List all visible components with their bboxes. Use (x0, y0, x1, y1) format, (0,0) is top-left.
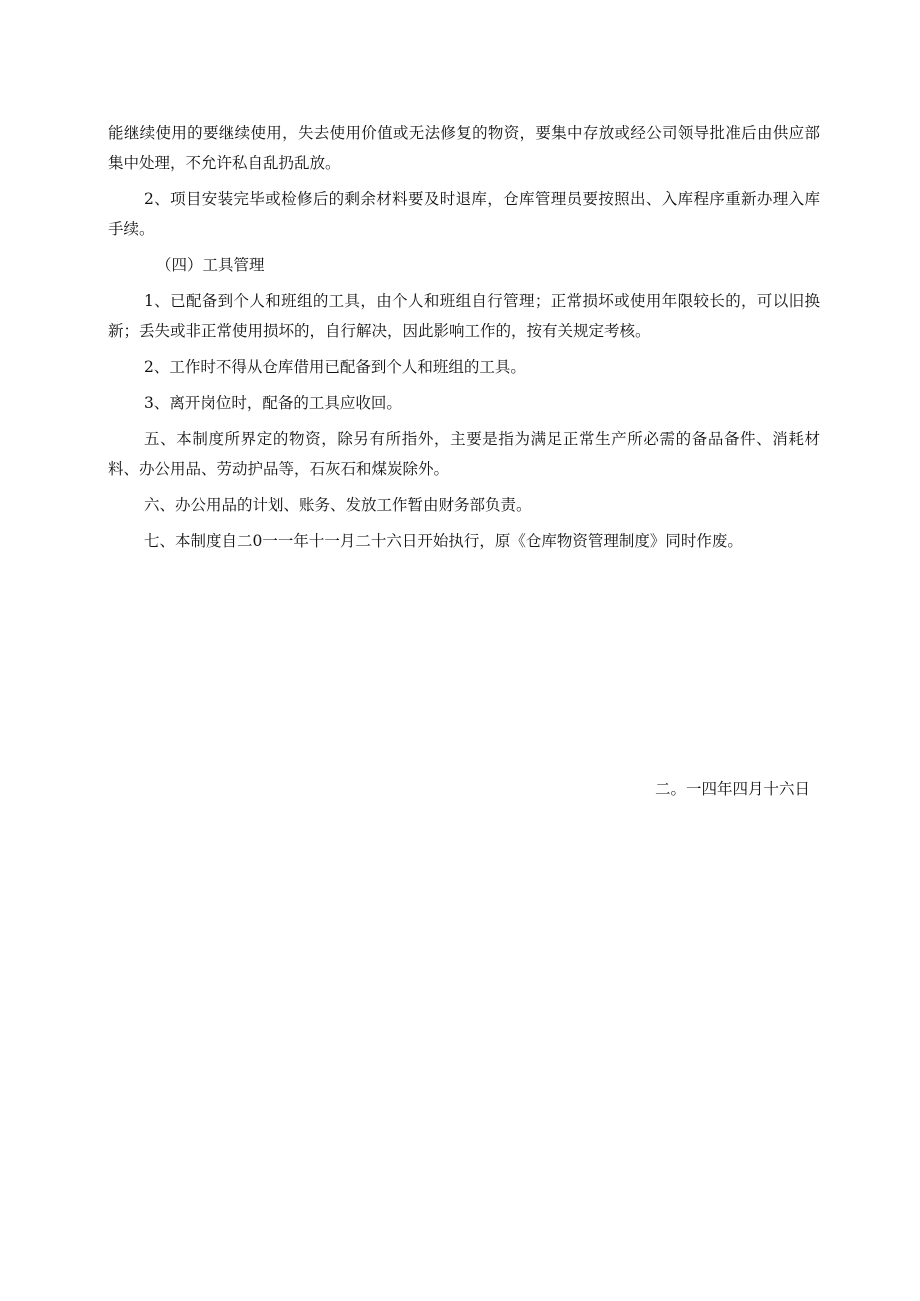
paragraph-item-1-tools: 1、已配备到个人和班组的工具，由个人和班组自行管理；正常损坏或使用年限较长的，可以旧换新；丢失或非正常使用损坏的，自行解决，因此影响工作的，按有关规定考核。 (108, 292, 820, 340)
section-heading-tool-management: （四）工具管理 (156, 256, 265, 274)
paragraph-item-3-tools: 3、离开岗位时，配备的工具应收回。 (144, 394, 402, 412)
paragraph-section-6: 六、办公用品的计划、账务、发放工作暂由财务部负责。 (144, 496, 532, 514)
paragraph-section-7: 七、本制度自二0一一年十一月二十六日开始执行，原《仓库物资管理制度》同时作废。 (144, 532, 743, 550)
paragraph-item-2-leftover-materials: 2、项目安装完毕或检修后的剩余材料要及时退库，仓库管理员要按照出、入库程序重新办理入库手续。 (108, 190, 820, 238)
document-date: 二。一四年四月十六日 (654, 780, 810, 798)
document-body (108, 118, 820, 562)
paragraph-continuation: 能继续使用的要继续使用，失去使用价值或无法修复的物资，要集中存放或经公司领导批准后由供应部集中处理，不允许私自乱扔乱放。 (108, 124, 820, 172)
paragraph-item-2-tools: 2、工作时不得从仓库借用已配备到个人和班组的工具。 (144, 358, 526, 376)
paragraph-section-5: 五、本制度所界定的物资，除另有所指外，主要是指为满足正常生产所必需的备品备件、消耗材料、办公用品、劳动护品等，石灰石和煤炭除外。 (108, 430, 820, 478)
